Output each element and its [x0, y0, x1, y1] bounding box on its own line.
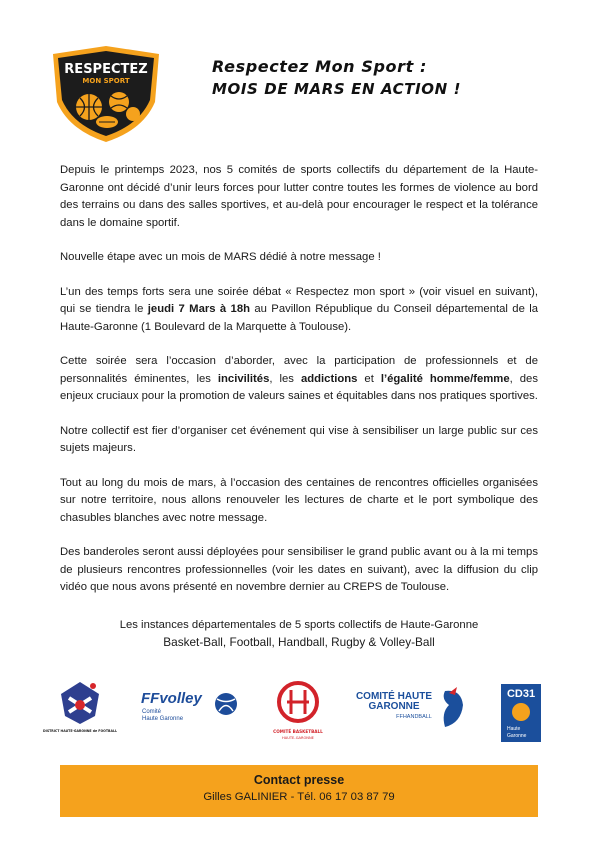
paragraph-intro: Depuis le printemps 2023, nos 5 comités de sports collectifs du département de la Haute-Garonne ont décidé d’unir leurs forces pour lutter contre toutes les formes de violence au bord des terrains ou dans des salles sportives, et au-delà pour encourager le respect et la tolérance dans le domaine sportif.: [60, 164, 538, 229]
paragraph-themes: Cette soirée sera l’occasion d’aborder, avec la participation de professionnels et de personnalités éminentes, les incivilités, les addictions et l’égalité homme/femme, des enjeux cruciaux pour la promotion de valeurs saines et équitables dans nos pratiques sportives.: [60, 355, 538, 402]
rugby-sub-2: Garonne: [507, 733, 527, 739]
cd31-rugby-logo: [499, 682, 545, 744]
paragraph-mars: Nouvelle étape avec un mois de MARS dédié à notre message !: [60, 251, 381, 263]
handball-line-2: GARONNE: [368, 701, 420, 712]
event-date: jeudi 7 Mars à 18h: [147, 303, 251, 315]
instances-line-2: Basket-Ball, Football, Handball, Rugby & Volley-Ball: [163, 635, 435, 649]
title-line-1: Respectez Mon Sport :: [212, 57, 428, 76]
logo-text-respectez: RESPECTEZ: [64, 62, 148, 77]
comite-basketball-logo: [267, 678, 329, 746]
basket-caption-2: HAUTE-GARONNE: [282, 736, 314, 740]
basket-caption-1: COMITÉ BASKETBALL: [273, 729, 323, 734]
football-caption: DISTRICT HAUTE-GARONNE de FOOTBALL: [42, 729, 118, 733]
contact-heading: Contact presse: [253, 773, 345, 787]
instances-text: [60, 617, 538, 651]
volley-brand: FFvolley: [141, 690, 202, 707]
partner-logos: [42, 678, 545, 750]
respectez-mon-sport-logo: [47, 44, 165, 144]
district-football-logo: [42, 678, 118, 738]
title-line-2: MOIS DE MARS EN ACTION !: [212, 80, 462, 98]
paragraph-banderoles: Des banderoles seront aussi déployées pour sensibiliser le grand public avant ou à la mi temps de plusieurs rencontres professionnelles (voir les dates en suivant), avec la diffusion du clip vidéo que nous avons présenté en novembre dernier au CREPS de Toulouse.: [60, 546, 538, 593]
contact-presse-bar: [60, 765, 538, 817]
logo-text-mon-sport: MON SPORT: [82, 77, 130, 85]
comite-handball-logo: [349, 683, 469, 735]
paragraph-soiree: L’un des temps forts sera une soirée débat « Respectez mon sport » (voir visuel en suivant), qui se tiendra le jeudi 7 Mars à 18h au Pavillon République du Conseil départemental de la Haute-Garonne (1 Boulevard de la Marquette à Toulouse).: [60, 285, 539, 333]
contact-details: Gilles GALINIER - Tél. 06 17 03 87 79: [203, 791, 395, 803]
page-title: [212, 56, 542, 100]
paragraph-collectif: Notre collectif est fier d’organiser cet événement qui vise à sensibiliser un large public sur ces sujets majeurs.: [60, 424, 538, 454]
instances-line-1: Les instances départementales de 5 sports collectifs de Haute-Garonne: [119, 619, 479, 631]
body-text: [60, 162, 538, 614]
paragraph-rencontres: Tout au long du mois de mars, à l’occasion des centaines de rencontres officielles organisées sur notre territoire, nous allons renouveler les lectures de charte et le port symbolique des chasubles blanches avec notre message.: [60, 476, 538, 524]
rugby-sub-1: Haute: [507, 726, 521, 732]
handball-line-3: FFHANDBALL: [396, 714, 432, 720]
volley-sub-2: Haute Garonne: [142, 716, 184, 722]
handball-line-1: COMITÉ HAUTE: [355, 691, 433, 702]
ffvolley-logo: [141, 686, 241, 731]
volley-sub-1: Comité: [142, 709, 162, 715]
rugby-code: CD31: [506, 688, 536, 700]
